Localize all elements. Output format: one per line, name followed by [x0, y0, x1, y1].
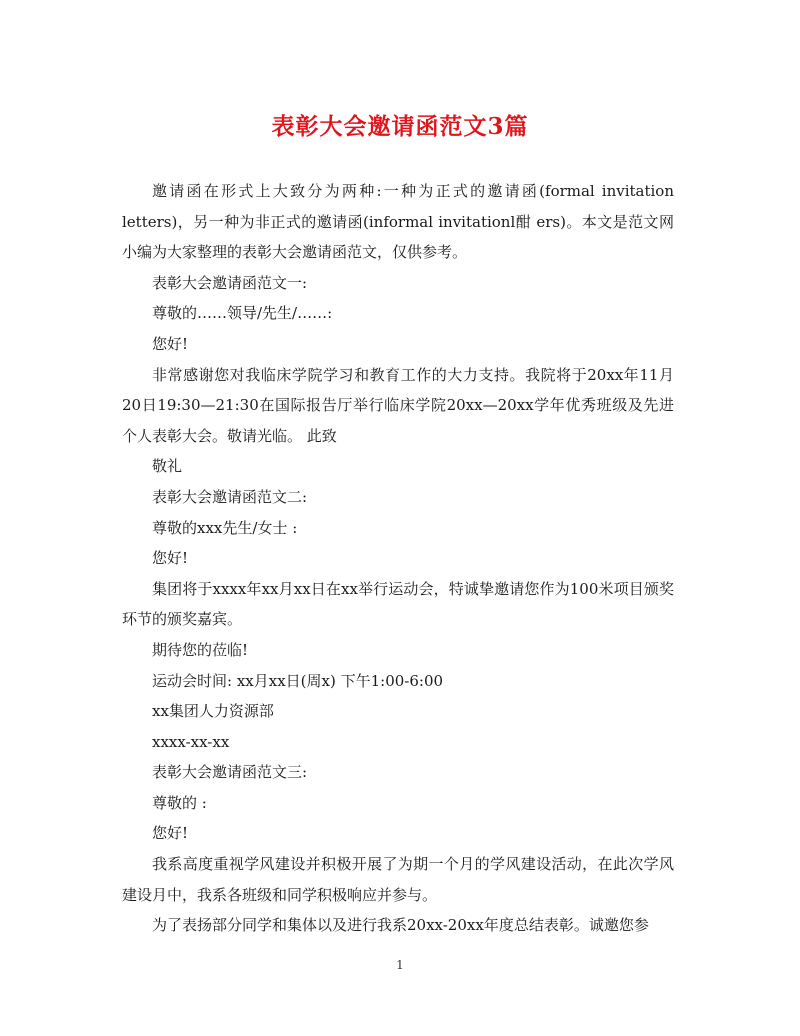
closing-1: 敬礼 — [152, 457, 183, 476]
salutation-3: 尊敬的 : — [152, 793, 207, 812]
section-heading-3: 表彰大会邀请函范文三: — [152, 763, 308, 782]
intro-paragraph: 邀请函在形式上大致分为两种:一种为正式的邀请函(formal invitation letters)，另一种为非正式的邀请函(informal invitationl酣 ers)。本文是范文网小编为大家整理的表彰大会邀请函范文，仅供参考。 — [122, 182, 674, 262]
greeting-1: 您好! — [152, 334, 189, 353]
section-heading-1: 表彰大会邀请函范文一: — [152, 273, 308, 292]
event-time: 运动会时间: xx月xx日(周x) 下午1:00-6:00 — [152, 671, 444, 690]
greeting-2: 您好! — [152, 549, 189, 568]
document-body — [122, 176, 674, 941]
salutation-1: 尊敬的……领导/先生/……: — [152, 304, 333, 323]
body-paragraph-2: 集团将于xxxx年xx月xx日在xx举行运动会，特诚挚邀请您作为100米项目颁奖环节的颁奖嘉宾。 — [122, 579, 674, 629]
body-paragraph-1: 非常感谢您对我临床学院学习和教育工作的大力支持。我院将于20xx年11月20日19:30—21:30在国际报告厅举行临床学院20xx—20xx学年优秀班级及先进个人表彰大会。敬请光临。 此致 — [122, 365, 674, 445]
body-paragraph-4: 为了表扬部分同学和集体以及进行我系20xx-20xx年度总结表彰。诚邀您参 — [152, 916, 649, 935]
date: xxxx-xx-xx — [152, 732, 230, 751]
greeting-3: 您好! — [152, 824, 189, 843]
page-number: 1 — [396, 958, 404, 972]
section-heading-2: 表彰大会邀请函范文二: — [152, 487, 308, 506]
document-title: 表彰大会邀请函范文3篇 — [271, 113, 529, 140]
salutation-2: 尊敬的xxx先生/女士 : — [152, 518, 298, 537]
body-paragraph-3: 我系高度重视学风建设并积极开展了为期一个月的学风建设活动，在此次学风建设月中，我系各班级和同学积极响应并参与。 — [122, 855, 674, 904]
sender: xx集团人力资源部 — [152, 702, 274, 721]
closing-line-2: 期待您的莅临! — [152, 640, 249, 659]
